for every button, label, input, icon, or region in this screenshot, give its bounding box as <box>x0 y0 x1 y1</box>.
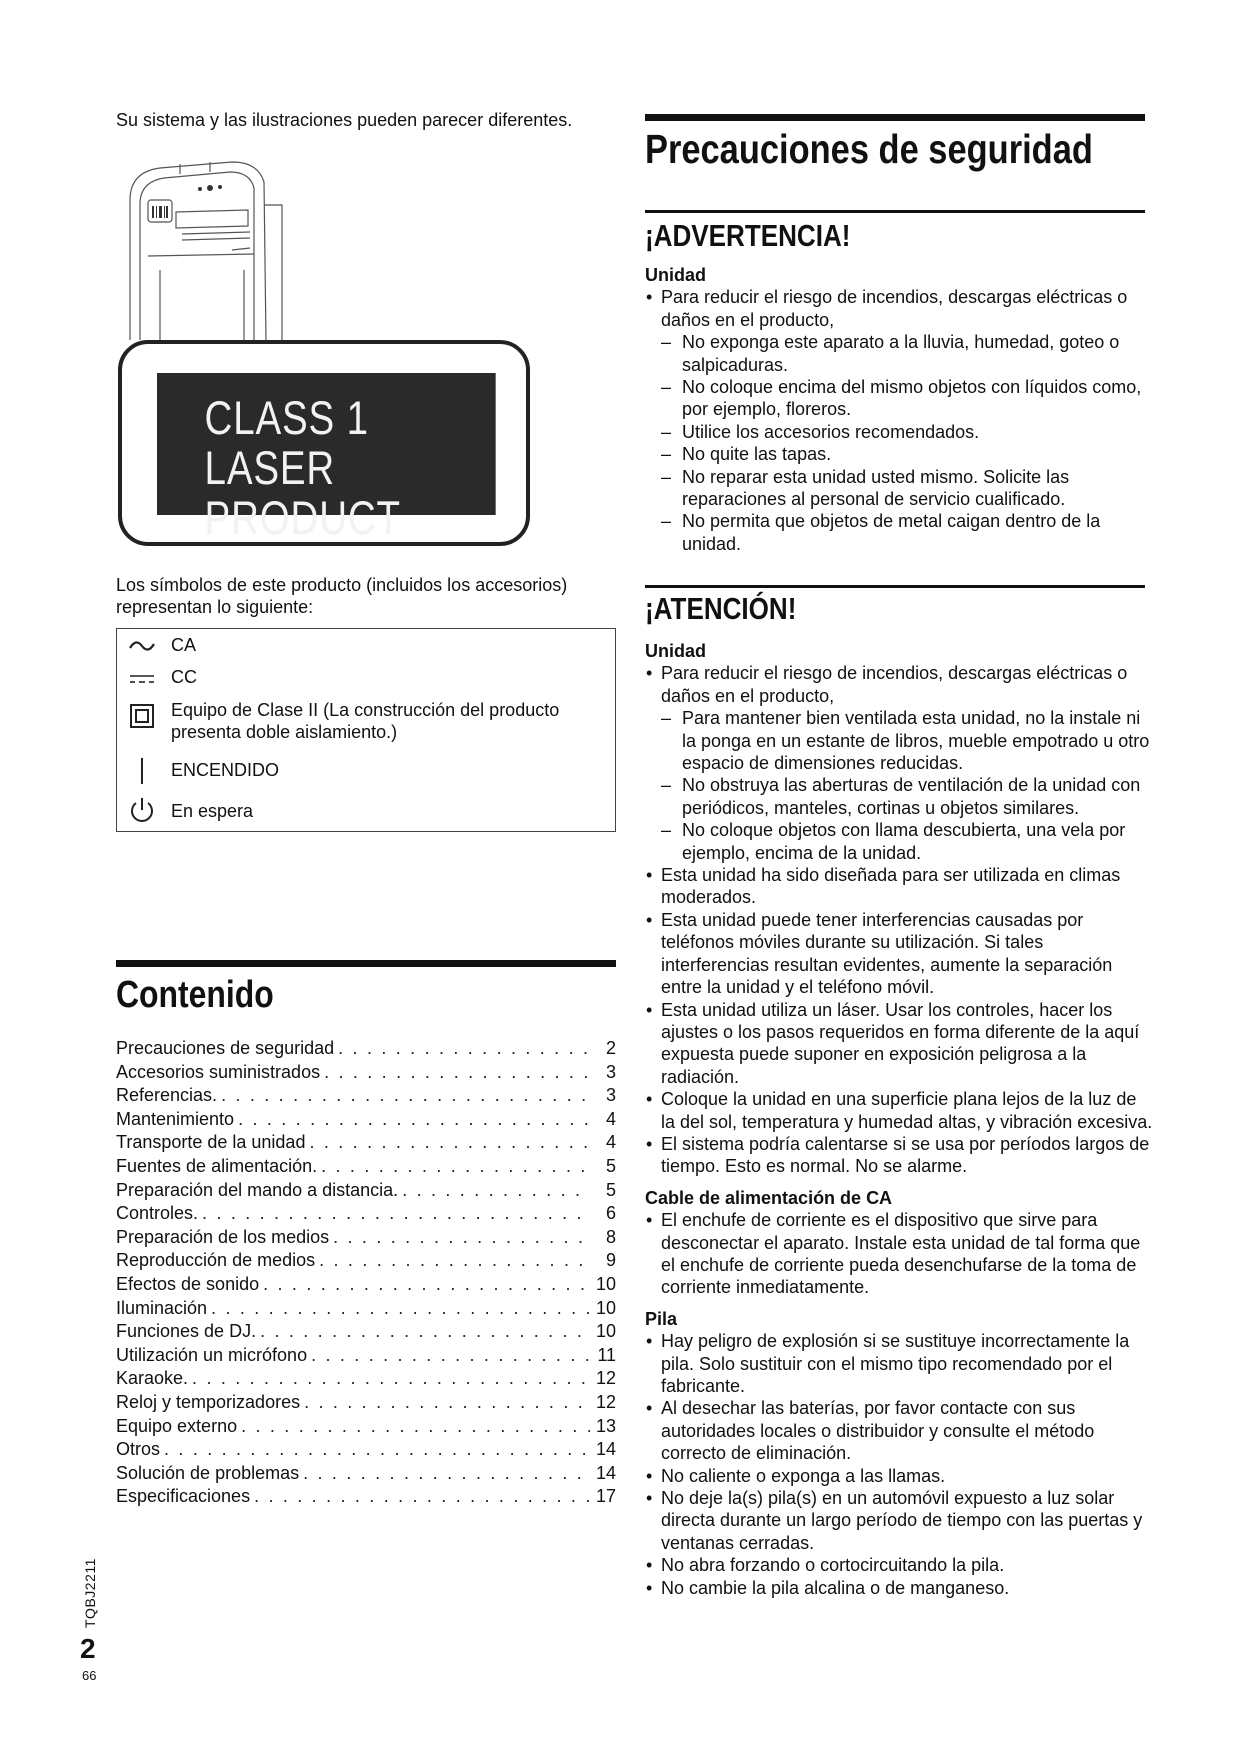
toc-item[interactable] <box>116 1179 616 1203</box>
toc-label: Precauciones de seguridad <box>116 1038 335 1058</box>
symbols-intro: Los símbolos de este producto (incluidos los accesorios) representan lo siguiente: <box>116 575 568 618</box>
warning-dash-item: – No exponga este aparato a la lluvia, humedad, goteo o salpicaduras. <box>645 331 1145 376</box>
toc-label: Preparación del mando a distancia. <box>116 1179 399 1200</box>
toc-label: Controles. <box>116 1203 199 1224</box>
battery-bullet: • No caliente o exponga a las llamas. <box>645 1465 1155 1487</box>
battery-bullet: • No deje la(s) pila(s) en un automóvil expuesto a luz solar directa durante un largo período de tiempo con las puertas y ventanas cerradas. <box>645 1487 1155 1554</box>
warning-dash-item: – No coloque encima del mismo objetos con líquidos como, por ejemplo, floreros. <box>645 376 1145 421</box>
ac-wave-icon <box>127 632 157 660</box>
toc-page: 4 <box>605 1108 616 1129</box>
toc-leader <box>309 1131 590 1155</box>
caution-bullet: • Esta unidad ha sido diseñada para ser utilizada en climas moderados. <box>645 864 1155 909</box>
caution-unit-subhead: Unidad <box>645 641 706 661</box>
warning-dash-item: – No reparar esta unidad usted mismo. Solicite las reparaciones al personal de servicio cualificado. <box>645 466 1145 511</box>
battery-subhead: Pila <box>645 1308 678 1329</box>
toc-item[interactable] <box>116 1249 616 1273</box>
toc-item[interactable] <box>116 1391 616 1415</box>
toc-item[interactable] <box>116 1344 616 1368</box>
caution-bullet: • Coloque la unidad en una superficie plana lejos de la luz de la del sol, temperatura y humedad altas, y vibración excesiva. <box>645 1088 1155 1133</box>
toc-label: Iluminación <box>116 1297 208 1318</box>
symbol-text-dc: CC <box>171 667 197 687</box>
symbols-table <box>116 628 616 832</box>
toc-item[interactable] <box>116 1202 616 1226</box>
symbol-text-standby: En espera <box>171 801 254 821</box>
toc-page: 3 <box>605 1061 616 1082</box>
caution-heading: ¡ATENCIÓN! <box>645 591 797 626</box>
toc-leader <box>192 1367 590 1391</box>
toc-page: 10 <box>595 1273 616 1294</box>
toc-page: 12 <box>595 1391 616 1412</box>
symbol-text-on: ENCENDIDO <box>171 760 280 780</box>
toc-leader <box>263 1273 590 1297</box>
caution-rule <box>645 585 1145 588</box>
toc-label: Efectos de sonido <box>116 1273 260 1294</box>
toc-item[interactable] <box>116 1367 616 1391</box>
toc-label: Reloj y temporizadores <box>116 1391 301 1412</box>
toc-leader <box>254 1485 590 1509</box>
toc-label: Mantenimiento <box>116 1108 235 1129</box>
toc-label: Accesorios suministrados <box>116 1061 321 1082</box>
toc-page: 14 <box>595 1462 616 1483</box>
toc-item[interactable] <box>116 1155 616 1179</box>
laser-label-line-1: CLASS 1 <box>204 391 369 444</box>
toc-page: 13 <box>595 1415 616 1436</box>
toc-label: Especificaciones <box>116 1486 251 1507</box>
warning-bullet: • Para reducir el riesgo de incendios, descargas eléctricas o daños en el producto, <box>645 286 1145 331</box>
warning-section <box>645 264 1145 555</box>
cable-bullet: • El enchufe de corriente es el dispositivo que sirve para desconectar el aparato. Instale esta unidad de tal forma que el enchufe de corriente pueda desenchufarse de la toma de corriente inmediatamente. <box>645 1209 1155 1299</box>
contents-rule <box>116 960 616 967</box>
caution-dash-item: – No obstruya las aberturas de ventilación de la unidad con periódicos, manteles, cortinas u objetos similares. <box>645 774 1155 819</box>
caution-bullet: • El sistema podría calentarse si se usa por períodos largos de tiempo. Esto es normal. No se alarme. <box>645 1133 1155 1178</box>
toc-leader <box>260 1320 590 1344</box>
toc-label: Reproducción de medios <box>116 1250 316 1271</box>
caution-dash-item: – Para mantener bien ventilada esta unidad, no la instale ni la ponga en un estante de libros, mueble empotrado u otro espacio de dimensiones reducidas. <box>645 707 1155 774</box>
warning-subhead: Unidad <box>645 265 706 285</box>
toc-item[interactable] <box>116 1297 616 1321</box>
toc-label: Fuentes de alimentación. <box>116 1155 318 1176</box>
toc-label: Funciones de DJ. <box>116 1321 257 1342</box>
document-code: TQBJ2211 <box>82 1558 98 1628</box>
caution-section <box>645 640 1155 1599</box>
toc-label: Referencias. <box>116 1085 218 1106</box>
warning-dash-item: – Utilice los accesorios recomendados. <box>645 421 1145 443</box>
toc-page: 2 <box>605 1038 616 1058</box>
toc-leader <box>164 1438 590 1462</box>
toc-item[interactable] <box>116 1084 616 1108</box>
toc-page: 11 <box>597 1344 616 1365</box>
caution-bullet: • Para reducir el riesgo de incendios, descargas eléctricas o daños en el producto, <box>645 662 1155 707</box>
illustration-note: Su sistema y las ilustraciones pueden parecer diferentes. <box>116 110 573 130</box>
toc-label: Karaoke. <box>116 1368 189 1389</box>
symbol-text-class-ii: Equipo de Clase II (La construcción del producto presenta doble aislamiento.) <box>171 700 560 743</box>
page-sub-number: 66 <box>82 1668 97 1683</box>
toc-page: 10 <box>595 1321 616 1342</box>
toc-page: 14 <box>595 1439 616 1460</box>
toc-page: 12 <box>595 1368 616 1389</box>
toc-item[interactable] <box>116 1485 616 1509</box>
toc-item[interactable] <box>116 1415 616 1439</box>
battery-bullet: • No abra forzando o cortocircuitando la pila. <box>645 1554 1155 1576</box>
toc-page: 9 <box>605 1250 616 1271</box>
toc-item[interactable] <box>116 1226 616 1250</box>
toc-item[interactable] <box>116 1438 616 1462</box>
toc-page: 8 <box>605 1226 616 1247</box>
class-1-laser-label <box>157 373 496 544</box>
dc-icon <box>127 666 157 694</box>
laser-label-line-2: LASER PRODUCT <box>204 441 401 544</box>
warning-dash-item: – No permita que objetos de metal caigan dentro de la unidad. <box>645 510 1145 555</box>
toc-item[interactable] <box>116 1061 616 1085</box>
toc-item[interactable] <box>116 1131 616 1155</box>
warning-dash-item: – No quite las tapas. <box>645 443 1145 465</box>
toc-leader <box>304 1391 590 1415</box>
toc-leader <box>211 1297 590 1321</box>
caution-dash-item: – No coloque objetos con llama descubierta, una vela por ejemplo, encima de la unidad. <box>645 819 1155 864</box>
battery-bullet: • No cambie la pila alcalina o de manganeso. <box>645 1577 1155 1599</box>
toc-item[interactable] <box>116 1462 616 1486</box>
toc-label: Preparación de los medios <box>116 1226 330 1247</box>
warning-heading: ¡ADVERTENCIA! <box>645 218 851 253</box>
table-of-contents <box>116 1037 616 1509</box>
toc-page: 6 <box>605 1203 616 1224</box>
page-title: Precauciones de seguridad <box>645 126 1093 172</box>
battery-bullet: • Al desechar las baterías, por favor contacte con sus autoridades locales o distribuidor y consulte el método correcto de eliminación. <box>645 1397 1155 1464</box>
toc-page: 4 <box>605 1132 616 1153</box>
toc-item[interactable] <box>116 1108 616 1132</box>
toc-leader <box>311 1344 590 1368</box>
toc-leader <box>241 1415 590 1439</box>
toc-item[interactable] <box>116 1273 616 1297</box>
toc-label: Otros <box>116 1439 161 1460</box>
toc-leader <box>402 1179 590 1203</box>
toc-item[interactable] <box>116 1037 616 1061</box>
toc-leader <box>321 1155 590 1179</box>
standby-icon <box>127 796 157 824</box>
toc-page: 10 <box>595 1297 616 1318</box>
cable-subhead: Cable de alimentación de CA <box>645 1187 893 1208</box>
class-ii-icon <box>127 703 157 731</box>
toc-leader <box>324 1061 590 1085</box>
toc-page: 17 <box>595 1486 616 1507</box>
toc-page: 5 <box>605 1179 616 1200</box>
on-line-icon <box>127 756 157 784</box>
toc-leader <box>338 1037 590 1061</box>
title-rule <box>645 114 1145 121</box>
toc-label: Equipo externo <box>116 1415 238 1436</box>
unit-illustration <box>120 160 296 340</box>
toc-leader <box>221 1084 590 1108</box>
toc-item[interactable] <box>116 1320 616 1344</box>
contents-title: Contenido <box>116 974 274 1016</box>
toc-leader <box>303 1462 590 1486</box>
toc-label: Transporte de la unidad <box>116 1132 306 1153</box>
toc-page: 3 <box>605 1085 616 1106</box>
toc-label: Solución de problemas <box>116 1462 300 1483</box>
symbol-text-ac: CA <box>171 635 197 655</box>
caution-bullet: • Esta unidad utiliza un láser. Usar los controles, hacer los ajustes o los pasos requeridos en forma diferente de la aquí expuesta puede suponer en exposición peligrosa a la radiación. <box>645 999 1155 1089</box>
toc-leader <box>238 1108 590 1132</box>
toc-page: 5 <box>605 1155 616 1176</box>
battery-bullet: • Hay peligro de explosión si se sustituye incorrectamente la pila. Solo sustituir con el mismo tipo recomendado por el fabricante. <box>645 1330 1155 1397</box>
laser-label-frame <box>118 340 530 546</box>
warning-rule <box>645 210 1145 213</box>
caution-bullet: • Esta unidad puede tener interferencias causadas por teléfonos móviles durante su utilización. Si tales interferencias resultan evidentes, aumente la separación entre la unidad y el teléfono móvil. <box>645 909 1155 999</box>
toc-leader <box>202 1202 590 1226</box>
toc-label: Utilización un micrófono <box>116 1344 308 1365</box>
toc-leader <box>319 1249 590 1273</box>
page-number: 2 <box>80 1633 96 1664</box>
toc-leader <box>333 1226 590 1250</box>
